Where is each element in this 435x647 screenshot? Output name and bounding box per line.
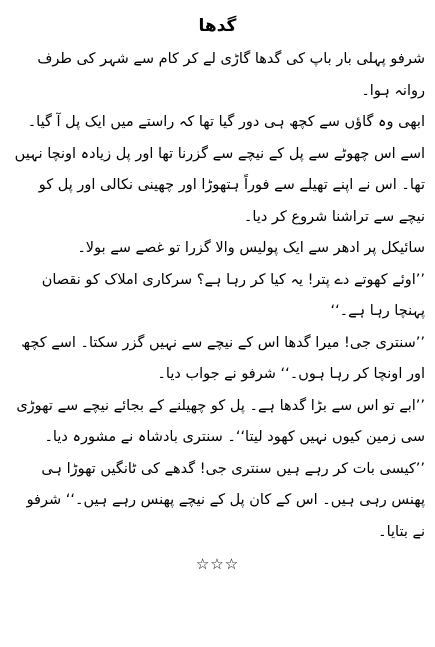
paragraph-4: سائیکل پر ادھر سے ایک پولیس والا گزرا تو غصے سے بولا۔ [77,240,425,256]
paragraph-3: اسے اس چھوٹے سے پل کے نیچے سے گزرنا تھا اور پل زیادہ اونچا نہیں تھا۔ اس نے اپنے تھیلے سے فوراً ہتھوڑا اور چھینی نکالی اور پل کو نیچے سے تراشنا شروع کر دیا۔ [14,145,425,225]
paragraph-1: شرفو پہلی بار باپ کی گدھا گاڑی لے کر کام سے شہر کی طرف روانہ ہوا۔ [37,51,425,99]
end-stars-icon: ☆☆☆ [195,555,240,573]
paragraph-5: ’’اوئے کھوتے دے پتر! یہ کیا کر رہا ہے؟ سرکاری املاک کو نقصان پہنچا رہا ہے۔‘‘ [41,271,425,319]
story-body [10,44,425,548]
paragraph-6: ’’سنتری جی! میرا گدھا اس کے نیچے سے نہیں گزر سکتا۔ اسے کچھ اور اونچا کر رہا ہوں۔‘‘ شرفو نے جواب دیا۔ [21,334,425,382]
story-title: گدھا [198,16,237,36]
paragraph-8: ’’کیسی بات کر رہے ہیں سنتری جی! گدھے کی ٹانگیں تھوڑا ہی پھنس رہی ہیں۔ اس کے کان پل کے نیچے پھنس رہے ہیں۔‘‘ شرفو نے بتایا۔ [26,460,425,540]
paragraph-7: ’’ابے تو اس سے بڑا گدھا ہے۔ پل کو چھیلنے کے بجائے نیچے سے تھوڑی سی زمین کیوں نہیں کھود لیتا‘‘۔ سنتری بادشاہ نے مشورہ دیا۔ [16,397,425,445]
paragraph-2: ابھی وہ گاؤں سے کچھ ہی دور گیا تھا کہ راستے میں ایک پل آ گیا۔ [27,114,425,130]
